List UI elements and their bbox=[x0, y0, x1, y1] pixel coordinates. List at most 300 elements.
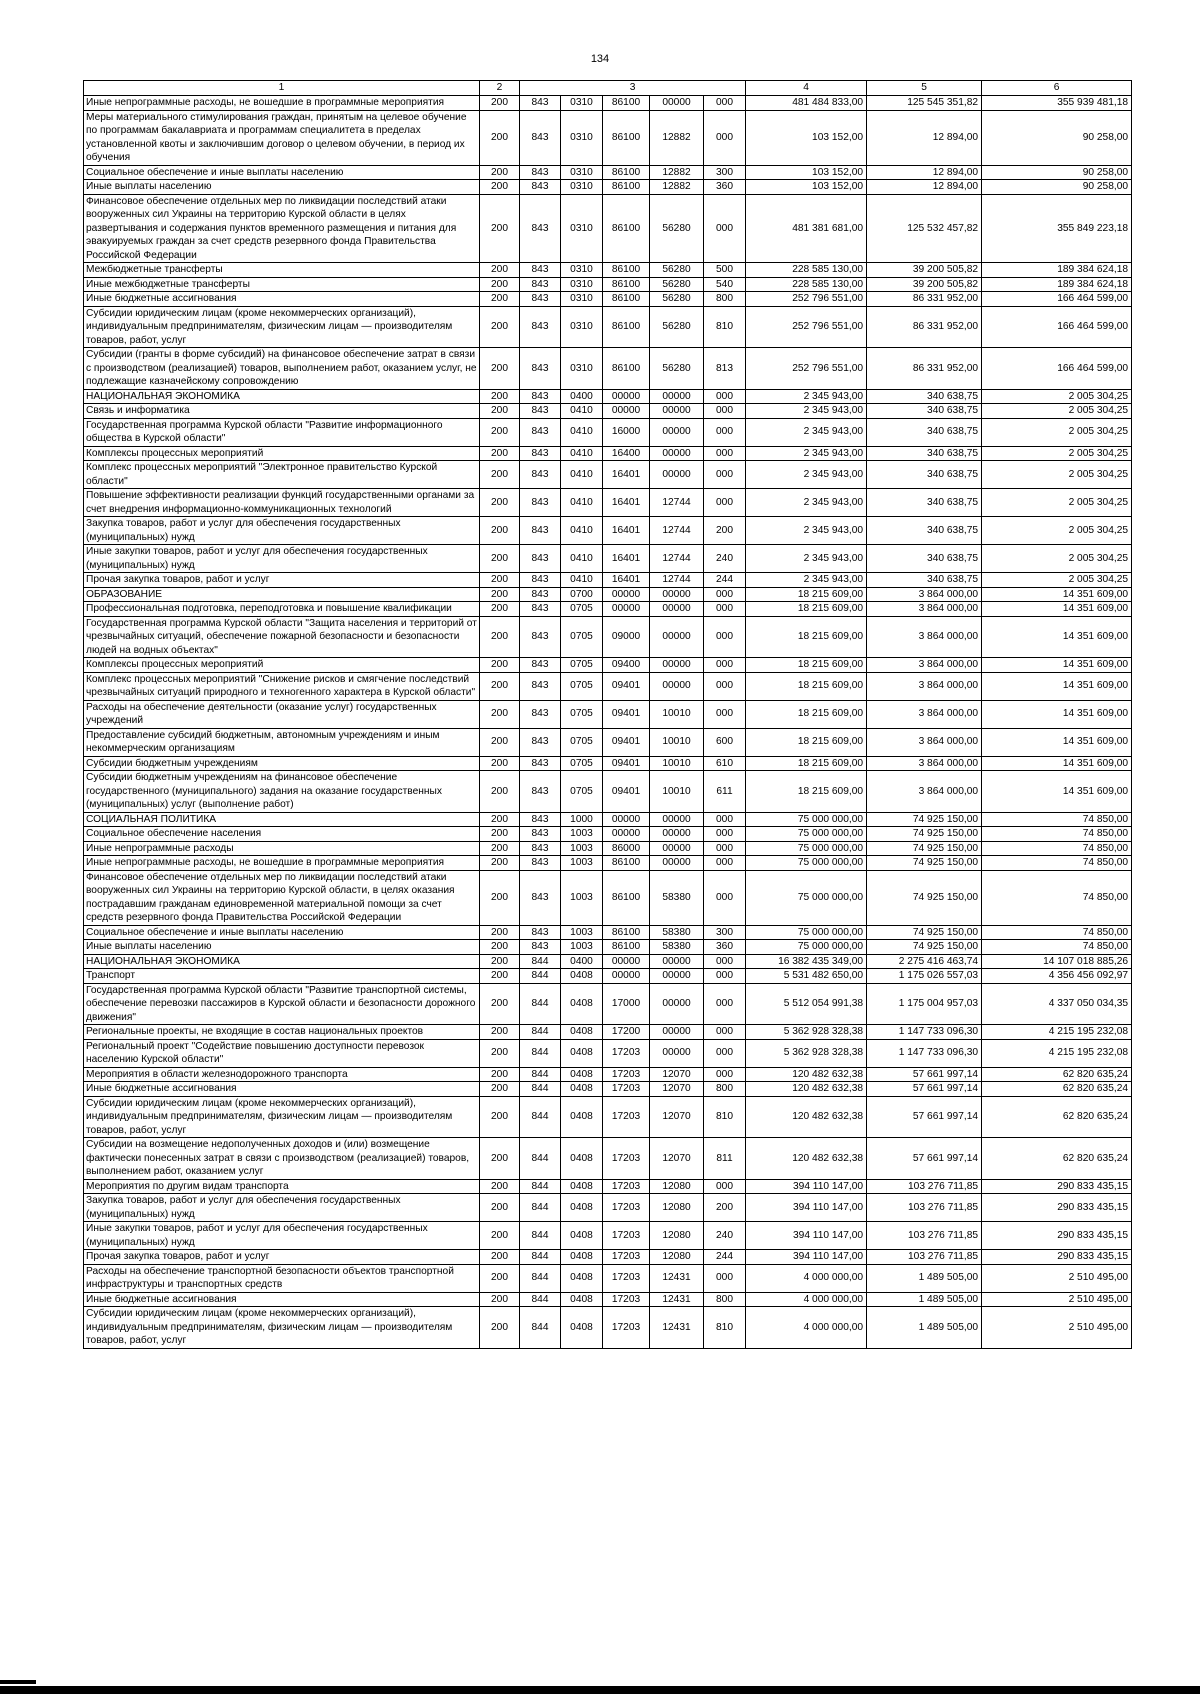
row-name: Комплекс процессных мероприятий "Электронное правительство Курской области" bbox=[84, 461, 480, 489]
row-name: Закупка товаров, работ и услуг для обеспечения государственных (муниципальных) нужд bbox=[84, 517, 480, 545]
row-name: Государственная программа Курской области "Развитие информационного общества в Курской области" bbox=[84, 418, 480, 446]
code-expense-type: 000 bbox=[704, 616, 746, 658]
code-direction: 12744 bbox=[650, 573, 704, 588]
code-ministry: 844 bbox=[520, 1179, 561, 1194]
code-expense-type: 000 bbox=[704, 587, 746, 602]
value-planned: 16 382 435 349,00 bbox=[746, 954, 867, 969]
code-admin: 200 bbox=[480, 1179, 520, 1194]
value-remaining: 14 351 609,00 bbox=[982, 602, 1132, 617]
code-ministry: 843 bbox=[520, 856, 561, 871]
code-program: 86100 bbox=[603, 856, 650, 871]
row-name: Иные непрограммные расходы, не вошедшие в программные мероприятия bbox=[84, 96, 480, 111]
code-section: 1003 bbox=[561, 940, 603, 955]
value-remaining: 90 258,00 bbox=[982, 165, 1132, 180]
row-name: Региональные проекты, не входящие в состав национальных проектов bbox=[84, 1025, 480, 1040]
code-ministry: 843 bbox=[520, 940, 561, 955]
value-planned: 2 345 943,00 bbox=[746, 404, 867, 419]
code-program: 16400 bbox=[603, 446, 650, 461]
code-admin: 200 bbox=[480, 1082, 520, 1097]
value-planned: 75 000 000,00 bbox=[746, 856, 867, 871]
value-planned: 120 482 632,38 bbox=[746, 1096, 867, 1138]
code-admin: 200 bbox=[480, 348, 520, 390]
value-executed: 340 638,75 bbox=[867, 418, 982, 446]
code-ministry: 844 bbox=[520, 1096, 561, 1138]
value-remaining: 14 351 609,00 bbox=[982, 756, 1132, 771]
row-name: Финансовое обеспечение отдельных мер по ликвидации последствий атаки вооруженных сил Украины на территорию Курской области, в целях оказания пострадавшим гражданам единовременной материальной помощи за счет средств резервного фонда Правительства Российской Федерации bbox=[84, 870, 480, 925]
code-section: 0410 bbox=[561, 418, 603, 446]
code-direction: 00000 bbox=[650, 983, 704, 1025]
value-executed: 1 175 026 557,03 bbox=[867, 969, 982, 984]
code-program: 86100 bbox=[603, 292, 650, 307]
code-admin: 200 bbox=[480, 969, 520, 984]
value-planned: 103 152,00 bbox=[746, 180, 867, 195]
row-name: Расходы на обеспечение транспортной безопасности объектов транспортной инфраструктуры и транспортных средств bbox=[84, 1264, 480, 1292]
code-admin: 200 bbox=[480, 180, 520, 195]
table-row bbox=[84, 827, 1132, 842]
value-remaining: 166 464 599,00 bbox=[982, 306, 1132, 348]
code-expense-type: 200 bbox=[704, 1194, 746, 1222]
code-admin: 200 bbox=[480, 165, 520, 180]
code-direction: 12070 bbox=[650, 1082, 704, 1097]
value-executed: 74 925 150,00 bbox=[867, 870, 982, 925]
code-section: 0705 bbox=[561, 771, 603, 813]
value-planned: 103 152,00 bbox=[746, 110, 867, 165]
code-direction: 00000 bbox=[650, 812, 704, 827]
row-name: Повышение эффективности реализации функций государственными органами за счет внедрения информационно-коммуникационных технологий bbox=[84, 489, 480, 517]
value-planned: 394 110 147,00 bbox=[746, 1222, 867, 1250]
row-name: Региональный проект "Содействие повышению доступности перевозок населению Курской области" bbox=[84, 1039, 480, 1067]
table-row bbox=[84, 1222, 1132, 1250]
value-remaining: 189 384 624,18 bbox=[982, 263, 1132, 278]
table-body bbox=[84, 96, 1132, 1349]
code-section: 0408 bbox=[561, 1082, 603, 1097]
code-section: 0310 bbox=[561, 348, 603, 390]
row-name: Комплекс процессных мероприятий "Снижение рисков и смягчение последствий чрезвычайных ситуаций природного и техногенного характера в Курской области" bbox=[84, 672, 480, 700]
code-program: 17200 bbox=[603, 1025, 650, 1040]
value-planned: 18 215 609,00 bbox=[746, 728, 867, 756]
code-direction: 56280 bbox=[650, 277, 704, 292]
code-ministry: 843 bbox=[520, 292, 561, 307]
code-expense-type: 800 bbox=[704, 1292, 746, 1307]
table-row bbox=[84, 983, 1132, 1025]
value-remaining: 90 258,00 bbox=[982, 110, 1132, 165]
code-admin: 200 bbox=[480, 658, 520, 673]
code-expense-type: 000 bbox=[704, 418, 746, 446]
code-section: 0310 bbox=[561, 180, 603, 195]
code-admin: 200 bbox=[480, 925, 520, 940]
code-expense-type: 000 bbox=[704, 404, 746, 419]
code-program: 09401 bbox=[603, 756, 650, 771]
table-row bbox=[84, 1250, 1132, 1265]
value-executed: 3 864 000,00 bbox=[867, 700, 982, 728]
code-direction: 10010 bbox=[650, 700, 704, 728]
table-row bbox=[84, 348, 1132, 390]
table-row bbox=[84, 277, 1132, 292]
code-ministry: 843 bbox=[520, 348, 561, 390]
code-direction: 00000 bbox=[650, 856, 704, 871]
code-direction: 56280 bbox=[650, 306, 704, 348]
value-planned: 103 152,00 bbox=[746, 165, 867, 180]
value-remaining: 74 850,00 bbox=[982, 856, 1132, 871]
value-executed: 3 864 000,00 bbox=[867, 728, 982, 756]
code-expense-type: 000 bbox=[704, 969, 746, 984]
value-executed: 3 864 000,00 bbox=[867, 756, 982, 771]
value-remaining: 62 820 635,24 bbox=[982, 1096, 1132, 1138]
code-admin: 200 bbox=[480, 616, 520, 658]
table-row bbox=[84, 728, 1132, 756]
value-planned: 4 000 000,00 bbox=[746, 1264, 867, 1292]
table-row bbox=[84, 841, 1132, 856]
code-section: 0410 bbox=[561, 461, 603, 489]
value-remaining: 62 820 635,24 bbox=[982, 1067, 1132, 1082]
value-remaining: 2 005 304,25 bbox=[982, 545, 1132, 573]
value-executed: 340 638,75 bbox=[867, 389, 982, 404]
code-program: 17203 bbox=[603, 1194, 650, 1222]
row-name: НАЦИОНАЛЬНАЯ ЭКОНОМИКА bbox=[84, 954, 480, 969]
value-executed: 12 894,00 bbox=[867, 180, 982, 195]
code-admin: 200 bbox=[480, 1067, 520, 1082]
code-admin: 200 bbox=[480, 1025, 520, 1040]
code-direction: 00000 bbox=[650, 461, 704, 489]
code-admin: 200 bbox=[480, 812, 520, 827]
code-ministry: 844 bbox=[520, 1039, 561, 1067]
code-expense-type: 240 bbox=[704, 545, 746, 573]
code-admin: 200 bbox=[480, 292, 520, 307]
value-executed: 340 638,75 bbox=[867, 461, 982, 489]
table-row bbox=[84, 672, 1132, 700]
value-planned: 75 000 000,00 bbox=[746, 841, 867, 856]
code-ministry: 843 bbox=[520, 545, 561, 573]
value-remaining: 2 005 304,25 bbox=[982, 461, 1132, 489]
code-ministry: 843 bbox=[520, 404, 561, 419]
code-expense-type: 000 bbox=[704, 389, 746, 404]
code-ministry: 843 bbox=[520, 771, 561, 813]
row-name: Профессиональная подготовка, переподготовка и повышение квалификации bbox=[84, 602, 480, 617]
code-program: 16000 bbox=[603, 418, 650, 446]
code-admin: 200 bbox=[480, 1292, 520, 1307]
row-name: Транспорт bbox=[84, 969, 480, 984]
code-section: 0310 bbox=[561, 292, 603, 307]
table-row bbox=[84, 194, 1132, 263]
value-remaining: 14 351 609,00 bbox=[982, 587, 1132, 602]
code-ministry: 843 bbox=[520, 870, 561, 925]
value-executed: 103 276 711,85 bbox=[867, 1222, 982, 1250]
code-section: 0408 bbox=[561, 1222, 603, 1250]
code-section: 0700 bbox=[561, 587, 603, 602]
value-remaining: 290 833 435,15 bbox=[982, 1179, 1132, 1194]
code-direction: 12431 bbox=[650, 1307, 704, 1349]
code-expense-type: 240 bbox=[704, 1222, 746, 1250]
value-executed: 39 200 505,82 bbox=[867, 277, 982, 292]
code-ministry: 844 bbox=[520, 1292, 561, 1307]
row-name: СОЦИАЛЬНАЯ ПОЛИТИКА bbox=[84, 812, 480, 827]
code-program: 17203 bbox=[603, 1138, 650, 1180]
value-executed: 1 147 733 096,30 bbox=[867, 1025, 982, 1040]
value-planned: 18 215 609,00 bbox=[746, 587, 867, 602]
row-name: Субсидии на возмещение недополученных доходов и (или) возмещение фактически понесенных затрат в связи с производством (реализацией) товаров, выполнением работ, оказанием услуг bbox=[84, 1138, 480, 1180]
code-section: 0705 bbox=[561, 728, 603, 756]
value-planned: 252 796 551,00 bbox=[746, 348, 867, 390]
code-ministry: 843 bbox=[520, 616, 561, 658]
code-section: 0400 bbox=[561, 954, 603, 969]
table-row bbox=[84, 1082, 1132, 1097]
code-section: 0705 bbox=[561, 616, 603, 658]
code-admin: 200 bbox=[480, 940, 520, 955]
code-section: 1003 bbox=[561, 841, 603, 856]
code-ministry: 843 bbox=[520, 96, 561, 111]
code-section: 0410 bbox=[561, 573, 603, 588]
row-name: Межбюджетные трансферты bbox=[84, 263, 480, 278]
header-col-4: 4 bbox=[746, 81, 867, 96]
row-name: Иные выплаты населению bbox=[84, 180, 480, 195]
value-remaining: 74 850,00 bbox=[982, 812, 1132, 827]
code-section: 0410 bbox=[561, 517, 603, 545]
code-direction: 12882 bbox=[650, 180, 704, 195]
value-remaining: 2 510 495,00 bbox=[982, 1292, 1132, 1307]
code-section: 0400 bbox=[561, 389, 603, 404]
value-planned: 394 110 147,00 bbox=[746, 1194, 867, 1222]
code-program: 09401 bbox=[603, 672, 650, 700]
value-remaining: 355 849 223,18 bbox=[982, 194, 1132, 263]
code-direction: 00000 bbox=[650, 1025, 704, 1040]
code-ministry: 843 bbox=[520, 573, 561, 588]
code-expense-type: 244 bbox=[704, 1250, 746, 1265]
row-name: Государственная программа Курской области "Развитие транспортной системы, обеспечение перевозки пассажиров в Курской области и безопасности дорожного движения" bbox=[84, 983, 480, 1025]
value-executed: 1 489 505,00 bbox=[867, 1307, 982, 1349]
code-program: 17203 bbox=[603, 1067, 650, 1082]
code-expense-type: 000 bbox=[704, 461, 746, 489]
value-planned: 252 796 551,00 bbox=[746, 292, 867, 307]
row-name: Прочая закупка товаров, работ и услуг bbox=[84, 573, 480, 588]
code-admin: 200 bbox=[480, 587, 520, 602]
code-program: 17203 bbox=[603, 1096, 650, 1138]
code-section: 0408 bbox=[561, 1264, 603, 1292]
value-executed: 340 638,75 bbox=[867, 573, 982, 588]
code-expense-type: 000 bbox=[704, 827, 746, 842]
code-ministry: 844 bbox=[520, 1082, 561, 1097]
code-direction: 10010 bbox=[650, 756, 704, 771]
value-remaining: 14 351 609,00 bbox=[982, 658, 1132, 673]
code-section: 0705 bbox=[561, 602, 603, 617]
row-name: Иные бюджетные ассигнования bbox=[84, 292, 480, 307]
code-direction: 12431 bbox=[650, 1264, 704, 1292]
code-program: 09401 bbox=[603, 728, 650, 756]
code-section: 0310 bbox=[561, 96, 603, 111]
value-planned: 18 215 609,00 bbox=[746, 658, 867, 673]
code-section: 0310 bbox=[561, 165, 603, 180]
code-admin: 200 bbox=[480, 672, 520, 700]
value-planned: 481 484 833,00 bbox=[746, 96, 867, 111]
code-section: 0410 bbox=[561, 446, 603, 461]
code-direction: 00000 bbox=[650, 827, 704, 842]
header-col-6: 6 bbox=[982, 81, 1132, 96]
code-program: 86100 bbox=[603, 180, 650, 195]
code-ministry: 843 bbox=[520, 587, 561, 602]
row-name: Расходы на обеспечение деятельности (оказание услуг) государственных учреждений bbox=[84, 700, 480, 728]
table-row bbox=[84, 616, 1132, 658]
code-direction: 12070 bbox=[650, 1096, 704, 1138]
table-row bbox=[84, 446, 1132, 461]
table-row bbox=[84, 602, 1132, 617]
row-name: Социальное обеспечение и иные выплаты населению bbox=[84, 165, 480, 180]
value-executed: 74 925 150,00 bbox=[867, 856, 982, 871]
code-direction: 00000 bbox=[650, 616, 704, 658]
code-admin: 200 bbox=[480, 461, 520, 489]
row-name: Субсидии юридическим лицам (кроме некоммерческих организаций), индивидуальным предпринимателям, физическим лицам — производителям товаров, работ, услуг bbox=[84, 306, 480, 348]
table-row bbox=[84, 925, 1132, 940]
code-admin: 200 bbox=[480, 277, 520, 292]
code-program: 86100 bbox=[603, 348, 650, 390]
value-planned: 18 215 609,00 bbox=[746, 616, 867, 658]
table-row bbox=[84, 110, 1132, 165]
value-planned: 481 381 681,00 bbox=[746, 194, 867, 263]
code-section: 0705 bbox=[561, 672, 603, 700]
value-remaining: 2 510 495,00 bbox=[982, 1264, 1132, 1292]
table-row bbox=[84, 1179, 1132, 1194]
code-direction: 10010 bbox=[650, 771, 704, 813]
value-remaining: 4 215 195 232,08 bbox=[982, 1025, 1132, 1040]
row-name: Субсидии бюджетным учреждениям bbox=[84, 756, 480, 771]
value-planned: 394 110 147,00 bbox=[746, 1179, 867, 1194]
code-direction: 00000 bbox=[650, 446, 704, 461]
row-name: Связь и информатика bbox=[84, 404, 480, 419]
value-remaining: 2 005 304,25 bbox=[982, 418, 1132, 446]
code-admin: 200 bbox=[480, 573, 520, 588]
value-executed: 57 661 997,14 bbox=[867, 1096, 982, 1138]
value-executed: 74 925 150,00 bbox=[867, 841, 982, 856]
table-row bbox=[84, 573, 1132, 588]
table-row bbox=[84, 700, 1132, 728]
row-name: Социальное обеспечение населения bbox=[84, 827, 480, 842]
code-section: 0408 bbox=[561, 1179, 603, 1194]
value-planned: 75 000 000,00 bbox=[746, 925, 867, 940]
code-program: 86100 bbox=[603, 306, 650, 348]
value-remaining: 14 351 609,00 bbox=[982, 672, 1132, 700]
code-direction: 00000 bbox=[650, 587, 704, 602]
row-name: Финансовое обеспечение отдельных мер по ликвидации последствий атаки вооруженных сил Украины на территорию Курской области в целях развертывания и содержания пунктов временного размещения и питания для эвакуируемых граждан за счет средств резервного фонда Правительства Российской Федерации bbox=[84, 194, 480, 263]
code-direction: 58380 bbox=[650, 870, 704, 925]
table-row bbox=[84, 1096, 1132, 1138]
value-executed: 57 661 997,14 bbox=[867, 1082, 982, 1097]
code-program: 00000 bbox=[603, 404, 650, 419]
code-expense-type: 000 bbox=[704, 672, 746, 700]
code-ministry: 843 bbox=[520, 841, 561, 856]
code-program: 17203 bbox=[603, 1082, 650, 1097]
value-planned: 2 345 943,00 bbox=[746, 389, 867, 404]
code-ministry: 843 bbox=[520, 263, 561, 278]
row-name: Иные межбюджетные трансферты bbox=[84, 277, 480, 292]
code-direction: 12080 bbox=[650, 1179, 704, 1194]
row-name: Иные закупки товаров, работ и услуг для обеспечения государственных (муниципальных) нужд bbox=[84, 1222, 480, 1250]
code-admin: 200 bbox=[480, 389, 520, 404]
code-section: 1003 bbox=[561, 827, 603, 842]
value-executed: 125 545 351,82 bbox=[867, 96, 982, 111]
code-ministry: 844 bbox=[520, 1264, 561, 1292]
header-col-5: 5 bbox=[867, 81, 982, 96]
header-row bbox=[84, 81, 1132, 96]
value-remaining: 189 384 624,18 bbox=[982, 277, 1132, 292]
value-executed: 103 276 711,85 bbox=[867, 1194, 982, 1222]
code-admin: 200 bbox=[480, 1194, 520, 1222]
value-executed: 74 925 150,00 bbox=[867, 812, 982, 827]
code-program: 17203 bbox=[603, 1307, 650, 1349]
code-expense-type: 000 bbox=[704, 96, 746, 111]
code-expense-type: 611 bbox=[704, 771, 746, 813]
code-ministry: 843 bbox=[520, 925, 561, 940]
value-planned: 228 585 130,00 bbox=[746, 263, 867, 278]
row-name: НАЦИОНАЛЬНАЯ ЭКОНОМИКА bbox=[84, 389, 480, 404]
code-program: 09401 bbox=[603, 771, 650, 813]
code-ministry: 843 bbox=[520, 446, 561, 461]
code-ministry: 843 bbox=[520, 602, 561, 617]
table-row bbox=[84, 954, 1132, 969]
code-expense-type: 000 bbox=[704, 489, 746, 517]
code-ministry: 843 bbox=[520, 418, 561, 446]
code-direction: 12744 bbox=[650, 517, 704, 545]
code-admin: 200 bbox=[480, 1039, 520, 1067]
code-section: 0408 bbox=[561, 1194, 603, 1222]
value-executed: 86 331 952,00 bbox=[867, 306, 982, 348]
code-direction: 00000 bbox=[650, 602, 704, 617]
row-name: Закупка товаров, работ и услуг для обеспечения государственных (муниципальных) нужд bbox=[84, 1194, 480, 1222]
code-direction: 56280 bbox=[650, 194, 704, 263]
code-direction: 00000 bbox=[650, 672, 704, 700]
table-row bbox=[84, 771, 1132, 813]
code-admin: 200 bbox=[480, 602, 520, 617]
code-admin: 200 bbox=[480, 1307, 520, 1349]
code-program: 86100 bbox=[603, 263, 650, 278]
value-remaining: 74 850,00 bbox=[982, 870, 1132, 925]
value-remaining: 4 356 456 092,97 bbox=[982, 969, 1132, 984]
row-name: Субсидии (гранты в форме субсидий) на финансовое обеспечение затрат в связи с производством (реализацией) товаров, выполнением работ, оказанием услуг, не подлежащие казначейскому сопровождению bbox=[84, 348, 480, 390]
code-program: 17203 bbox=[603, 1250, 650, 1265]
table-row bbox=[84, 1292, 1132, 1307]
code-section: 0310 bbox=[561, 110, 603, 165]
code-admin: 200 bbox=[480, 1222, 520, 1250]
code-program: 09401 bbox=[603, 700, 650, 728]
code-program: 86100 bbox=[603, 870, 650, 925]
code-program: 16401 bbox=[603, 461, 650, 489]
code-program: 17203 bbox=[603, 1179, 650, 1194]
code-program: 00000 bbox=[603, 812, 650, 827]
code-admin: 200 bbox=[480, 418, 520, 446]
code-expense-type: 000 bbox=[704, 856, 746, 871]
code-expense-type: 000 bbox=[704, 110, 746, 165]
code-ministry: 844 bbox=[520, 1250, 561, 1265]
code-admin: 200 bbox=[480, 870, 520, 925]
table-row bbox=[84, 856, 1132, 871]
code-ministry: 844 bbox=[520, 983, 561, 1025]
code-program: 17203 bbox=[603, 1039, 650, 1067]
table-row bbox=[84, 1264, 1132, 1292]
code-admin: 200 bbox=[480, 110, 520, 165]
table-row bbox=[84, 1025, 1132, 1040]
table-row bbox=[84, 292, 1132, 307]
value-executed: 57 661 997,14 bbox=[867, 1067, 982, 1082]
row-name: Мероприятия по другим видам транспорта bbox=[84, 1179, 480, 1194]
code-section: 0410 bbox=[561, 489, 603, 517]
code-expense-type: 810 bbox=[704, 1096, 746, 1138]
table-row bbox=[84, 306, 1132, 348]
code-admin: 200 bbox=[480, 728, 520, 756]
code-program: 00000 bbox=[603, 389, 650, 404]
code-direction: 58380 bbox=[650, 925, 704, 940]
value-remaining: 2 005 304,25 bbox=[982, 489, 1132, 517]
code-section: 0408 bbox=[561, 1039, 603, 1067]
code-expense-type: 610 bbox=[704, 756, 746, 771]
code-expense-type: 000 bbox=[704, 602, 746, 617]
code-admin: 200 bbox=[480, 841, 520, 856]
